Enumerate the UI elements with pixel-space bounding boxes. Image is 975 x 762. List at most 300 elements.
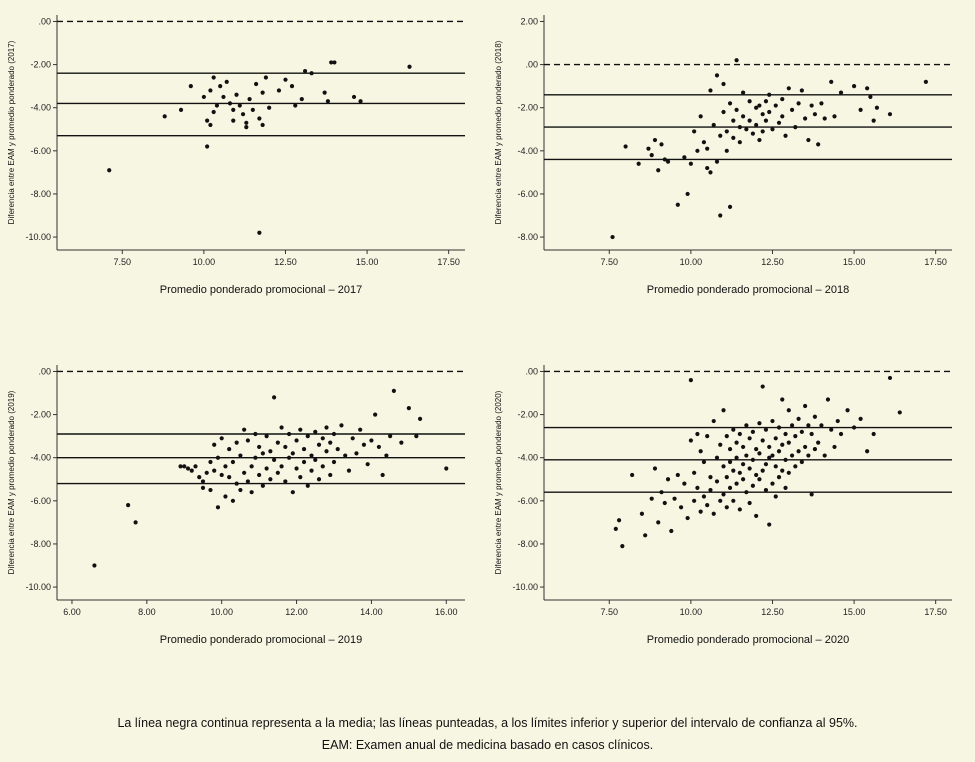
data-point bbox=[306, 434, 310, 438]
x-tick-label: 17.50 bbox=[924, 257, 947, 267]
data-point bbox=[392, 389, 396, 393]
scatter-panel-2019 bbox=[0, 350, 487, 670]
data-point bbox=[898, 410, 902, 414]
data-point bbox=[764, 488, 768, 492]
data-point bbox=[309, 469, 313, 473]
y-tick-label: -10.00 bbox=[25, 582, 51, 593]
data-point bbox=[291, 451, 295, 455]
data-point bbox=[366, 462, 370, 466]
y-tick-label: -8.00 bbox=[517, 232, 538, 243]
data-point bbox=[377, 445, 381, 449]
caption-line-2: EAM: Examen anual de medicina basado en casos clínicos. bbox=[321, 738, 654, 752]
data-point bbox=[669, 529, 673, 533]
data-point bbox=[734, 108, 738, 112]
y-axis-label: Diferencia entre EAM y promedio ponderado (2020) bbox=[494, 390, 503, 575]
x-tick-label: 15.00 bbox=[355, 257, 379, 267]
data-point bbox=[721, 408, 725, 412]
y-axis-label: Diferencia entre EAM y promedio ponderado (2019) bbox=[7, 390, 16, 575]
data-point bbox=[208, 123, 212, 127]
data-point bbox=[246, 479, 250, 483]
x-tick-label: 8.00 bbox=[138, 607, 156, 617]
data-point bbox=[216, 505, 220, 509]
data-point bbox=[790, 423, 794, 427]
data-point bbox=[231, 499, 235, 503]
data-point bbox=[757, 451, 761, 455]
data-point bbox=[738, 140, 742, 144]
data-point bbox=[764, 462, 768, 466]
data-point bbox=[757, 421, 761, 425]
data-point bbox=[787, 441, 791, 445]
data-point bbox=[810, 432, 814, 436]
data-point bbox=[823, 453, 827, 457]
x-tick-label: 12.00 bbox=[285, 607, 308, 617]
data-point bbox=[231, 460, 235, 464]
x-tick-label: 10.00 bbox=[192, 257, 216, 267]
data-point bbox=[761, 469, 765, 473]
x-tick-label: 15.00 bbox=[842, 607, 866, 617]
data-point bbox=[699, 114, 703, 118]
data-point bbox=[787, 408, 791, 412]
data-point bbox=[718, 134, 722, 138]
x-axis-label: Promedio ponderado promocional – 2017 bbox=[159, 284, 363, 296]
data-point bbox=[223, 494, 227, 498]
y-tick-label: .00 bbox=[525, 59, 538, 70]
data-point bbox=[328, 441, 332, 445]
data-point bbox=[351, 436, 355, 440]
data-point bbox=[718, 499, 722, 503]
data-point bbox=[689, 162, 693, 166]
data-point bbox=[859, 417, 863, 421]
data-point bbox=[829, 80, 833, 84]
data-point bbox=[686, 192, 690, 196]
data-point bbox=[859, 108, 863, 112]
data-point bbox=[728, 460, 732, 464]
data-point bbox=[321, 464, 325, 468]
data-point bbox=[235, 481, 239, 485]
data-point bbox=[738, 471, 742, 475]
data-point bbox=[725, 129, 729, 133]
data-point bbox=[754, 447, 758, 451]
data-point bbox=[251, 108, 255, 112]
data-point bbox=[300, 97, 304, 101]
data-point bbox=[302, 460, 306, 464]
x-tick-label: 10.00 bbox=[210, 607, 233, 617]
data-point bbox=[253, 432, 257, 436]
data-point bbox=[407, 406, 411, 410]
data-point bbox=[686, 516, 690, 520]
data-point bbox=[731, 136, 735, 140]
data-point bbox=[272, 395, 276, 399]
data-point bbox=[294, 466, 298, 470]
data-point bbox=[823, 116, 827, 120]
data-point bbox=[774, 464, 778, 468]
data-point bbox=[287, 456, 291, 460]
data-point bbox=[212, 75, 216, 79]
data-point bbox=[212, 469, 216, 473]
y-tick-label: -2.00 bbox=[30, 59, 51, 70]
data-point bbox=[244, 121, 248, 125]
data-point bbox=[246, 438, 250, 442]
data-point bbox=[614, 527, 618, 531]
data-point bbox=[290, 84, 294, 88]
data-point bbox=[381, 473, 385, 477]
data-point bbox=[819, 101, 823, 105]
data-point bbox=[205, 144, 209, 148]
data-point bbox=[757, 138, 761, 142]
data-point bbox=[302, 447, 306, 451]
data-point bbox=[332, 432, 336, 436]
data-point bbox=[813, 112, 817, 116]
data-point bbox=[212, 443, 216, 447]
data-point bbox=[666, 160, 670, 164]
data-point bbox=[283, 78, 287, 82]
caption-line-1: La línea negra continua representa a la media; las líneas punteadas, a los límites inferior y superior del intervalo de confianza al 95%. bbox=[117, 716, 858, 730]
y-tick-label: .00 bbox=[38, 16, 51, 27]
data-point bbox=[712, 512, 716, 516]
y-tick-label: .00 bbox=[38, 366, 51, 377]
data-point bbox=[630, 473, 634, 477]
data-point bbox=[705, 503, 709, 507]
data-point bbox=[283, 479, 287, 483]
data-point bbox=[793, 125, 797, 129]
data-point bbox=[816, 142, 820, 146]
data-point bbox=[777, 475, 781, 479]
scatter-panel-2020 bbox=[487, 350, 975, 670]
data-point bbox=[362, 443, 366, 447]
data-point bbox=[780, 469, 784, 473]
data-point bbox=[787, 86, 791, 90]
data-point bbox=[787, 471, 791, 475]
data-point bbox=[208, 488, 212, 492]
data-point bbox=[242, 428, 246, 432]
data-point bbox=[699, 449, 703, 453]
data-point bbox=[358, 428, 362, 432]
data-point bbox=[780, 97, 784, 101]
data-point bbox=[241, 112, 245, 116]
x-tick-label: 10.00 bbox=[679, 257, 703, 267]
data-point bbox=[725, 149, 729, 153]
data-point bbox=[718, 443, 722, 447]
data-point bbox=[257, 445, 261, 449]
data-point bbox=[770, 419, 774, 423]
y-tick-label: .00 bbox=[525, 366, 538, 377]
data-point bbox=[303, 69, 307, 73]
data-point bbox=[640, 512, 644, 516]
data-point bbox=[201, 486, 205, 490]
data-point bbox=[731, 119, 735, 123]
data-point bbox=[197, 475, 201, 479]
y-tick-label: -2.00 bbox=[517, 102, 538, 113]
data-point bbox=[852, 84, 856, 88]
x-axis-label: Promedio ponderado promocional – 2019 bbox=[159, 634, 363, 646]
data-point bbox=[186, 466, 190, 470]
data-point bbox=[228, 101, 232, 105]
data-point bbox=[317, 477, 321, 481]
data-point bbox=[663, 501, 667, 505]
data-point bbox=[257, 473, 261, 477]
data-point bbox=[774, 103, 778, 107]
data-point bbox=[672, 497, 676, 501]
data-point bbox=[220, 473, 224, 477]
data-point bbox=[764, 119, 768, 123]
data-point bbox=[294, 438, 298, 442]
data-point bbox=[201, 479, 205, 483]
data-point bbox=[695, 432, 699, 436]
data-point bbox=[134, 520, 138, 524]
data-point bbox=[298, 428, 302, 432]
data-point bbox=[826, 397, 830, 401]
data-point bbox=[650, 497, 654, 501]
data-point bbox=[679, 505, 683, 509]
data-point bbox=[875, 106, 879, 110]
scatter-panel-2018 bbox=[487, 0, 975, 320]
x-tick-label: 7.50 bbox=[600, 607, 619, 617]
data-point bbox=[666, 477, 670, 481]
data-point bbox=[358, 99, 362, 103]
data-point bbox=[309, 71, 313, 75]
data-point bbox=[800, 460, 804, 464]
data-point bbox=[715, 160, 719, 164]
y-axis-label: Diferencia entre EAM y promedio ponderado (2017) bbox=[7, 40, 16, 225]
data-point bbox=[268, 477, 272, 481]
data-point bbox=[279, 425, 283, 429]
data-point bbox=[163, 114, 167, 118]
data-point bbox=[767, 93, 771, 97]
data-point bbox=[227, 447, 231, 451]
data-point bbox=[407, 65, 411, 69]
data-point bbox=[829, 428, 833, 432]
data-point bbox=[225, 80, 229, 84]
data-point bbox=[728, 486, 732, 490]
data-point bbox=[783, 134, 787, 138]
data-point bbox=[107, 168, 111, 172]
data-point bbox=[725, 505, 729, 509]
x-tick-label: 12.50 bbox=[761, 257, 784, 267]
data-point bbox=[254, 82, 258, 86]
y-tick-label: -8.00 bbox=[30, 188, 51, 199]
data-point bbox=[253, 456, 257, 460]
data-point bbox=[777, 449, 781, 453]
data-point bbox=[444, 466, 448, 470]
data-point bbox=[234, 93, 238, 97]
data-point bbox=[695, 149, 699, 153]
data-point bbox=[702, 494, 706, 498]
x-tick-label: 16.00 bbox=[435, 607, 458, 617]
data-point bbox=[261, 451, 265, 455]
data-point bbox=[790, 108, 794, 112]
data-point bbox=[783, 458, 787, 462]
data-point bbox=[741, 91, 745, 95]
data-point bbox=[712, 419, 716, 423]
data-point bbox=[268, 449, 272, 453]
data-point bbox=[744, 453, 748, 457]
data-point bbox=[796, 417, 800, 421]
data-point bbox=[734, 441, 738, 445]
data-point bbox=[227, 475, 231, 479]
data-point bbox=[265, 466, 269, 470]
data-point bbox=[695, 486, 699, 490]
data-point bbox=[800, 430, 804, 434]
data-point bbox=[783, 486, 787, 490]
data-point bbox=[764, 428, 768, 432]
data-point bbox=[247, 97, 251, 101]
data-point bbox=[182, 464, 186, 468]
data-point bbox=[238, 103, 242, 107]
data-point bbox=[659, 490, 663, 494]
data-point bbox=[250, 464, 254, 468]
data-point bbox=[336, 447, 340, 451]
data-point bbox=[806, 423, 810, 427]
data-point bbox=[767, 445, 771, 449]
y-tick-label: -2.00 bbox=[30, 409, 51, 420]
data-point bbox=[715, 479, 719, 483]
data-point bbox=[321, 436, 325, 440]
data-point bbox=[800, 88, 804, 92]
data-point bbox=[731, 499, 735, 503]
data-point bbox=[705, 166, 709, 170]
data-point bbox=[718, 213, 722, 217]
data-point bbox=[617, 518, 621, 522]
data-point bbox=[813, 447, 817, 451]
data-point bbox=[780, 443, 784, 447]
data-point bbox=[653, 466, 657, 470]
data-point bbox=[276, 441, 280, 445]
data-point bbox=[731, 469, 735, 473]
data-point bbox=[309, 453, 313, 457]
data-point bbox=[279, 464, 283, 468]
data-point bbox=[748, 501, 752, 505]
data-point bbox=[178, 464, 182, 468]
data-point bbox=[748, 436, 752, 440]
data-point bbox=[770, 127, 774, 131]
data-point bbox=[277, 88, 281, 92]
data-point bbox=[803, 116, 807, 120]
y-tick-label: -10.00 bbox=[25, 232, 51, 243]
x-tick-label: 14.00 bbox=[360, 607, 383, 617]
data-point bbox=[744, 423, 748, 427]
data-point bbox=[770, 453, 774, 457]
data-point bbox=[754, 123, 758, 127]
y-tick-label: -8.00 bbox=[30, 538, 51, 549]
data-point bbox=[728, 101, 732, 105]
data-point bbox=[215, 103, 219, 107]
data-point bbox=[832, 114, 836, 118]
data-point bbox=[235, 441, 239, 445]
data-point bbox=[839, 432, 843, 436]
data-point bbox=[643, 533, 647, 537]
data-point bbox=[242, 471, 246, 475]
data-point bbox=[656, 168, 660, 172]
data-point bbox=[777, 121, 781, 125]
data-point bbox=[699, 510, 703, 514]
data-point bbox=[715, 73, 719, 77]
data-point bbox=[298, 475, 302, 479]
data-point bbox=[231, 108, 235, 112]
data-point bbox=[313, 458, 317, 462]
data-point bbox=[803, 445, 807, 449]
data-point bbox=[728, 447, 732, 451]
data-point bbox=[208, 460, 212, 464]
data-point bbox=[261, 484, 265, 488]
data-point bbox=[708, 488, 712, 492]
y-tick-label: -2.00 bbox=[517, 409, 538, 420]
data-point bbox=[731, 428, 735, 432]
data-point bbox=[888, 112, 892, 116]
data-point bbox=[624, 144, 628, 148]
data-point bbox=[190, 469, 194, 473]
data-point bbox=[332, 60, 336, 64]
data-point bbox=[682, 481, 686, 485]
y-tick-label: -4.00 bbox=[517, 452, 538, 463]
y-tick-label: -6.00 bbox=[30, 145, 51, 156]
data-point bbox=[806, 453, 810, 457]
data-point bbox=[384, 453, 388, 457]
data-point bbox=[796, 101, 800, 105]
data-point bbox=[265, 434, 269, 438]
y-tick-label: -10.00 bbox=[512, 582, 538, 593]
data-point bbox=[790, 453, 794, 457]
data-point bbox=[620, 544, 624, 548]
data-point bbox=[852, 425, 856, 429]
data-point bbox=[373, 412, 377, 416]
data-point bbox=[676, 203, 680, 207]
data-point bbox=[650, 153, 654, 157]
data-point bbox=[418, 417, 422, 421]
data-point bbox=[610, 235, 614, 239]
data-point bbox=[796, 449, 800, 453]
data-point bbox=[689, 378, 693, 382]
x-tick-label: 7.50 bbox=[600, 257, 619, 267]
data-point bbox=[689, 438, 693, 442]
data-point bbox=[836, 419, 840, 423]
data-point bbox=[291, 490, 295, 494]
data-point bbox=[738, 432, 742, 436]
data-point bbox=[744, 127, 748, 131]
data-point bbox=[218, 84, 222, 88]
data-point bbox=[205, 119, 209, 123]
data-point bbox=[810, 492, 814, 496]
data-point bbox=[748, 466, 752, 470]
data-point bbox=[751, 484, 755, 488]
y-tick-label: -4.00 bbox=[30, 102, 51, 113]
data-point bbox=[369, 438, 373, 442]
data-point bbox=[692, 499, 696, 503]
data-point bbox=[721, 110, 725, 114]
x-tick-label: 7.50 bbox=[113, 257, 132, 267]
data-point bbox=[659, 142, 663, 146]
data-point bbox=[813, 415, 817, 419]
x-tick-label: 10.00 bbox=[679, 607, 703, 617]
data-point bbox=[757, 477, 761, 481]
data-point bbox=[328, 473, 332, 477]
data-point bbox=[692, 129, 696, 133]
data-point bbox=[872, 119, 876, 123]
data-point bbox=[326, 99, 330, 103]
x-tick-label: 6.00 bbox=[63, 607, 81, 617]
data-point bbox=[810, 103, 814, 107]
x-tick-label: 17.50 bbox=[437, 257, 460, 267]
data-point bbox=[793, 434, 797, 438]
data-point bbox=[702, 460, 706, 464]
x-tick-label: 17.50 bbox=[924, 607, 947, 617]
data-point bbox=[231, 119, 235, 123]
data-point bbox=[741, 114, 745, 118]
y-tick-label: -6.00 bbox=[517, 495, 538, 506]
data-point bbox=[287, 432, 291, 436]
data-point bbox=[388, 434, 392, 438]
data-point bbox=[780, 114, 784, 118]
x-axis-label: Promedio ponderado promocional – 2020 bbox=[646, 634, 850, 646]
